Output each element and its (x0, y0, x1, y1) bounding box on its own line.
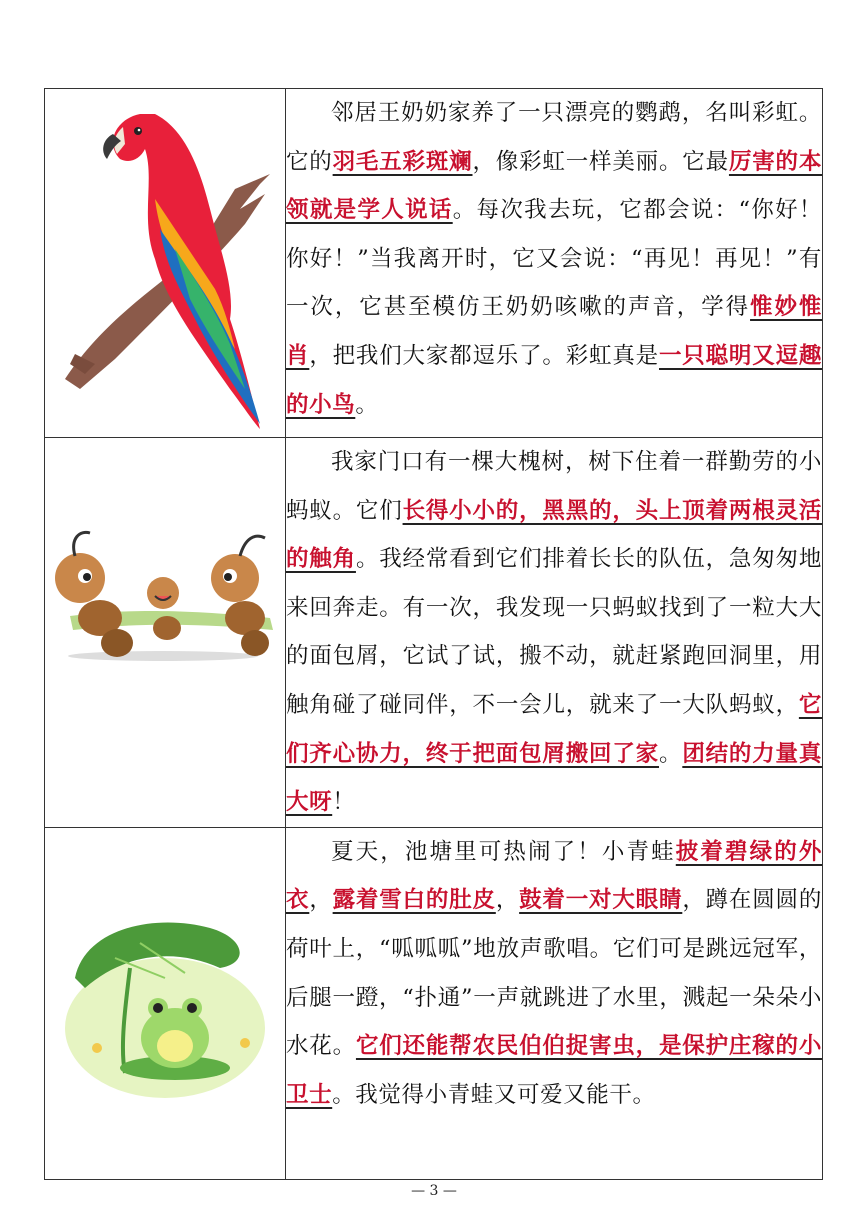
essay-cell-ants (286, 438, 823, 828)
text-segment: 。我觉得小青蛙又可爱又能干。 (332, 1081, 656, 1108)
essay-cell-frog (286, 827, 823, 1179)
highlighted-phrase: 露着雪白的肚皮 (332, 887, 496, 914)
table-row (45, 438, 823, 828)
image-cell (45, 89, 286, 438)
highlighted-phrase: 鼓着一对大眼睛 (519, 887, 683, 914)
highlighted-phrase: 羽毛五彩斑斓 (332, 148, 473, 175)
text-segment: 我家门口有一棵大槐树，树下住着一群勤劳的小蚂蚁。它们 (286, 449, 822, 524)
highlighted-phrase: 惟妙惟肖 (286, 294, 822, 369)
highlighted-phrase: 厉害的本领就是学人说话 (286, 148, 822, 224)
text-segment: ，把我们大家都逗乐了。彩虹真是 (309, 342, 659, 369)
highlighted-phrase: 披着碧绿的外衣 (286, 838, 822, 914)
frog-illustration-icon (45, 828, 283, 1176)
text-segment: ， (495, 887, 520, 914)
ants-illustration-icon (45, 438, 283, 816)
essay-paragraph (286, 828, 822, 1120)
table-row (45, 89, 823, 438)
parrot-illustration-icon (45, 89, 283, 434)
highlighted-phrase: 长得小小的，黑黑的，头上顶着两根灵活的触角 (286, 497, 822, 573)
image-cell (45, 438, 286, 828)
essay-cell-parrot (286, 89, 823, 438)
table-row (45, 827, 823, 1179)
text-segment: 。 (659, 740, 683, 767)
text-segment: ！ (332, 789, 356, 816)
text-segment: 邻居王奶奶家养了一只漂亮的鹦鹉，名叫彩虹。它的 (286, 100, 822, 175)
text-segment: ，蹲在圆圆的荷叶上，“呱呱呱”地放声歌唱。它们可是跳远冠军，后腿一蹬，“扑通”一声就跳进了水里，溅起一朵朵小水花。 (286, 887, 822, 1060)
essay-table (44, 88, 823, 1180)
text-segment: 。 (355, 391, 379, 418)
highlighted-phrase: 它们齐心协力，终于把面包屑搬回了家 (286, 691, 822, 767)
text-segment: ，像彩虹一样美丽。它最 (472, 148, 729, 175)
highlighted-phrase: 它们还能帮农民伯伯捉害虫，是保护庄稼的小卫士 (286, 1033, 822, 1108)
image-cell (45, 827, 286, 1179)
text-segment: 。我经常看到它们排着长长的队伍，急匆匆地来回奔走。有一次，我发现一只蚂蚁找到了一粒大大的面包屑，它试了试，搬不动，就赶紧跑回洞里，用触角碰了碰同伴，不一会儿，就来了一大队蚂蚁， (286, 546, 822, 718)
page-number: — 3 — (411, 1183, 457, 1199)
highlighted-phrase: 一只聪明又逗趣的小鸟 (286, 342, 822, 418)
text-segment: 夏天，池塘里可热闹了！小青蛙 (331, 838, 676, 865)
essay-paragraph (286, 89, 822, 429)
essay-paragraph (286, 438, 822, 827)
text-segment: 。每次我去玩，它都会说：“你好！你好！”当我离开时，它又会说：“再见！再见！”有一次，它甚至模仿王奶奶咳嗽的声音，学得 (286, 197, 823, 321)
text-segment: ， (309, 887, 333, 914)
highlighted-phrase: 团结的力量真大呀 (286, 740, 822, 816)
